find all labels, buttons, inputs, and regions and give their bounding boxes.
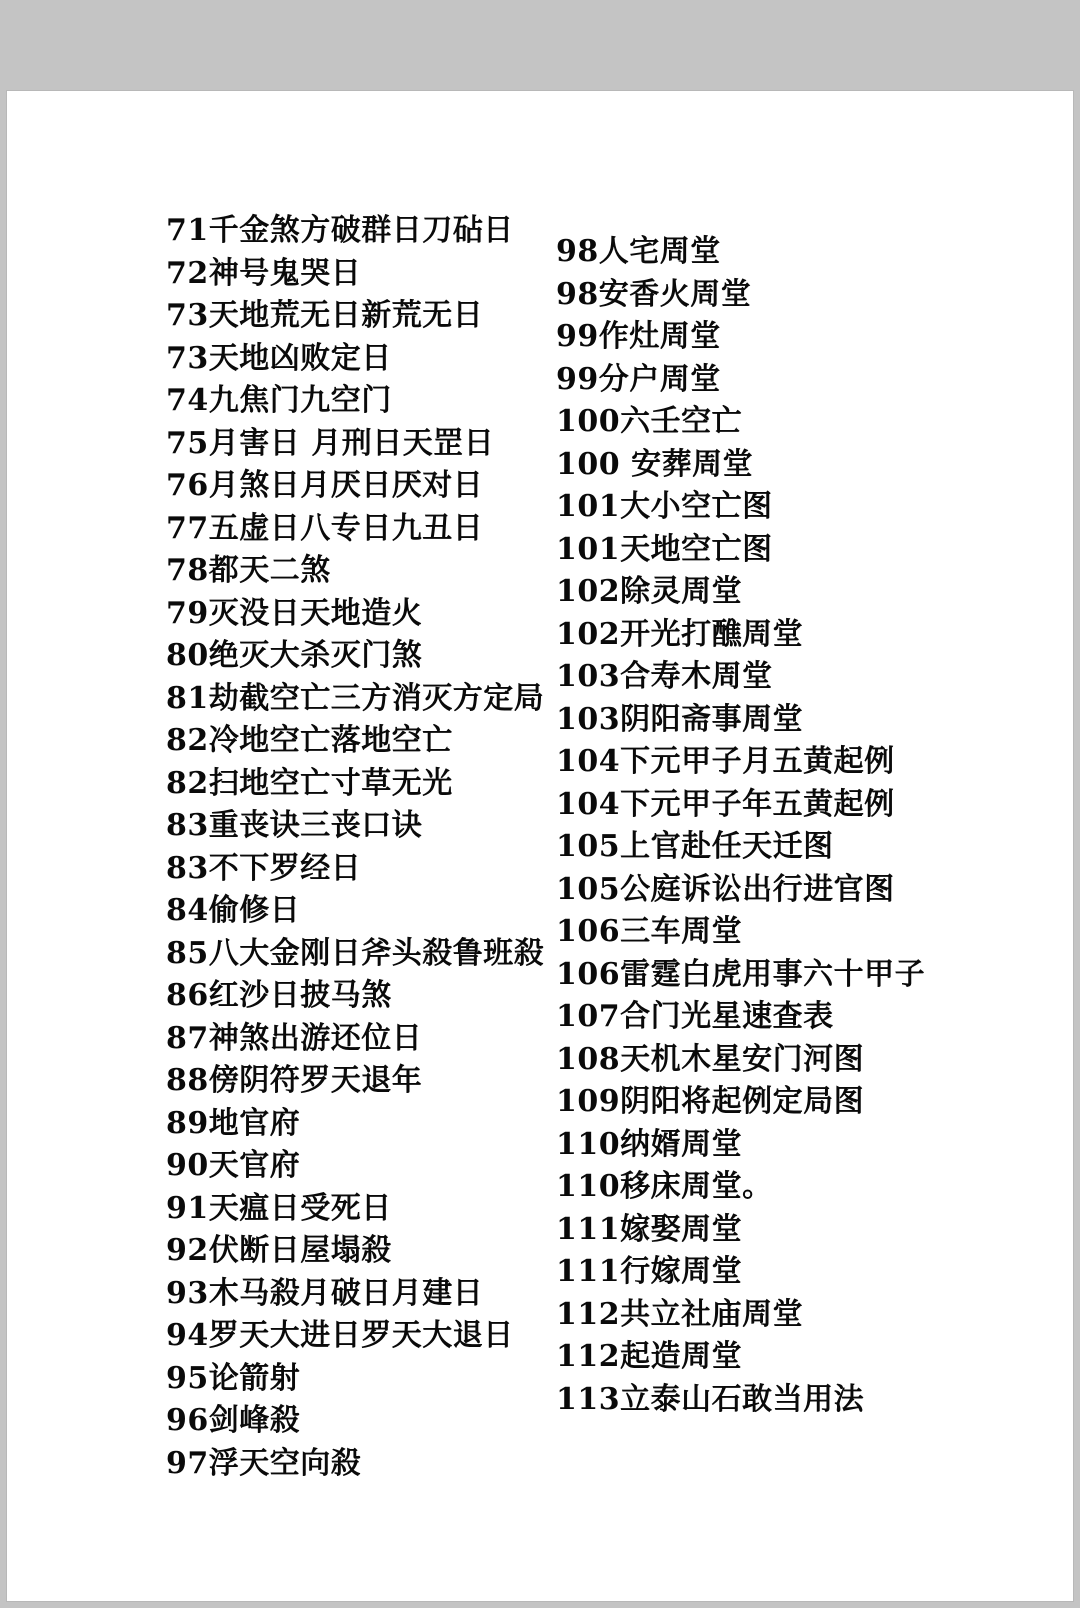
toc-entry: 101天地空亡图 [556,531,773,567]
toc-entry: 83不下罗经日 [166,850,362,886]
toc-entry: 86红沙日披马煞 [166,978,392,1013]
toc-entry: 110移床周堂。 [556,1169,773,1204]
toc-entry: 91天瘟日受死日 [166,1190,392,1226]
toc-entry: 82冷地空亡落地空亡 [166,723,453,758]
toc-entry: 100六壬空亡 [556,404,743,439]
toc-entry: 94罗天大进日罗天大退日 [166,1318,514,1353]
toc-entry: 85八大金刚日斧头殺鲁班殺 [166,935,545,971]
toc-entry: 104下元甲子月五黄起例 [556,744,895,779]
toc-entry: 110纳婿周堂 [556,1126,743,1162]
left-column-list [166,210,544,1485]
toc-entry: 97浮天空向殺 [166,1445,362,1481]
right-column-list [556,231,925,1421]
toc-entry: 75月害日 月刑日天罡日 [166,425,495,461]
toc-entry: 84偷修日 [166,893,301,928]
toc-entry: 100 安葬周堂 [556,446,754,482]
toc-entry: 102除灵周堂 [556,574,743,609]
toc-entry: 103合寿木周堂 [556,659,773,694]
toc-entry: 77五虚日八专日九丑日 [166,510,484,546]
toc-entry: 112共立社庙周堂 [556,1296,804,1332]
toc-entry: 98人宅周堂 [556,234,721,269]
toc-entry: 113立泰山石敢当用法 [556,1381,865,1417]
toc-entry: 80绝灭大杀灭门煞 [166,638,423,673]
toc-entry: 106三车周堂 [556,914,743,949]
toc-entry: 90天官府 [166,1148,301,1183]
toc-entry: 103阴阳斋事周堂 [556,701,804,737]
toc-entry: 112起造周堂 [556,1339,743,1374]
toc-entry: 73天地荒无日新荒无日 [166,298,484,333]
toc-entry: 83重丧诀三丧口诀 [166,808,423,843]
toc-entry: 93木马殺月破日月建日 [166,1275,484,1311]
toc-entry: 92伏断日屋塌殺 [166,1233,392,1268]
toc-entry: 74九焦门九空门 [166,383,392,418]
toc-entry: 95论箭射 [166,1360,301,1396]
toc-entry: 99分户周堂 [556,361,721,397]
toc-entry: 79灭没日天地造火 [166,595,423,631]
toc-entry: 111行嫁周堂 [556,1254,743,1289]
toc-entry: 101大小空亡图 [556,489,773,524]
toc-entry: 98安香火周堂 [556,276,752,312]
document-page [6,90,1074,1602]
toc-entry: 108天机木星安门河图 [556,1041,865,1077]
toc-entry: 72神号鬼哭日 [166,255,362,291]
toc-entry: 99作灶周堂 [556,319,721,354]
toc-entry: 82扫地空亡寸草无光 [166,765,453,801]
toc-entry: 109阴阳将起例定局图 [556,1084,865,1119]
toc-entry: 89地官府 [166,1105,301,1141]
toc-entry: 102开光打醮周堂 [556,616,804,652]
toc-entry: 111嫁娶周堂 [556,1211,743,1247]
toc-entry: 106雷霆白虎用事六十甲子 [556,956,926,992]
toc-entry: 71千金煞方破群日刀砧日 [166,213,514,248]
toc-entry: 73天地凶败定日 [166,340,392,376]
toc-entry: 96剑峰殺 [166,1403,301,1438]
toc-entry: 76月煞日月厌日厌对日 [166,468,484,503]
top-gray-band [0,0,1080,90]
toc-entry: 104下元甲子年五黄起例 [556,786,895,822]
toc-entry: 78都天二煞 [166,553,331,588]
toc-entry: 107合门光星速查表 [556,999,834,1034]
toc-entry: 105公庭诉讼出行进官图 [556,871,895,907]
toc-entry: 88傍阴符罗天退年 [166,1063,423,1098]
toc-entry: 87神煞出游还位日 [166,1020,423,1056]
toc-entry: 81劫截空亡三方消灭方定局 [166,680,545,716]
toc-entry: 105上官赴任天迁图 [556,829,834,864]
